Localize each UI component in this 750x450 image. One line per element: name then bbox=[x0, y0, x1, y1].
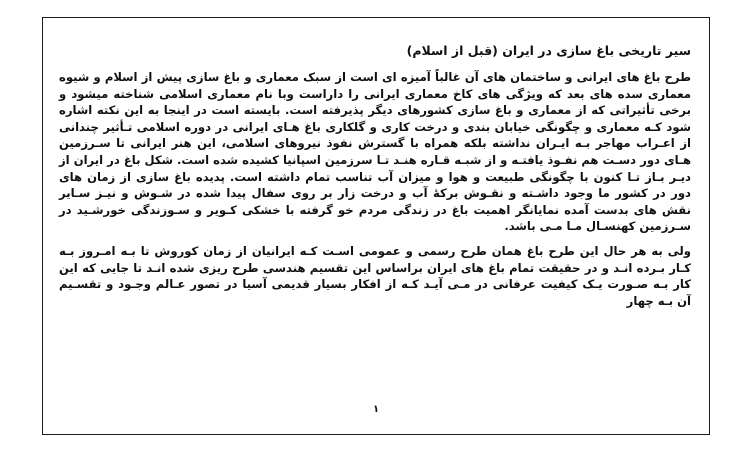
document-page bbox=[42, 17, 710, 435]
document-body bbox=[59, 42, 691, 309]
page-number: ۱ bbox=[372, 404, 380, 415]
paragraph-1: طرح باغ های ایرانی و ساختمان های آن غالباً آمیزه ای است از سبک معماری و باغ سازی پیش از اسلام و شیوه معماری سده های بعد که ویژگی های کاخ معماری ایرانی را داراست وبا نام معماری اسلامی شناخته میشود و برخی تأثیراتی که از معماری و باغ سازی کشورهای دیگر پذیرفته است. بایسته است در اینجا به این نکته اشاره شود کـه معماری و چگونگی خیابان بندی و درخت کاری و گلکاری باغ هـای ایرانی در دوره اسلامی تـأثیر چندانی از اعـراب مهاجر بـه ایـران نداشته بلکه همراه با گسترش نفوذ نیروهای اسلامی، این هنر ایرانی تا سـرزمین هـای دور دسـت هم نفـوذ یافتـه و از شبـه قـاره هنـد تـا سرزمین اسپانیا کشیده شده است. شکل باغ در ایران از دیـر بـاز تـا کنون با چگونگی طبیعت و هوا و میزان آب تناسب تمام داشته است. پدیده باغ سازی از زمان های دور در کشور ما وجود داشـته و نقـوش برکهٔ آب و درخت زار بر روی سفال پیدا شده در شـوش و نیـز سـایر نقش های بدست آمده نمایانگر اهمیت باغ در زندگی مردم خو گرفته با خشکی کـویر و سـوزندگی خورشـید در سـرزمین کهنسـال مـا مـی باشد. bbox=[59, 70, 691, 234]
paragraph-2: ولی به هر حال این طرح باغ همان طرح رسمی و عمومی اسـت کـه ایرانیان از زمان کوروش تا بـه امـروز بـه کـار بـرده انـد و در حقیقت تمام باغ های ایران براساس این تقسیم هندسی طرح ریزی شده انـد تا جایی که این کار بـه صـورت یـک کیفیت عرفانی در مـی آیـد کـه از افکار بسیار قدیمی آسیا در تصور عـالم وجـود و تقسـیم آن بـه چهار bbox=[59, 243, 691, 308]
document-title: سیر تاریخی باغ سازی در ایران (قبل از اسلام) bbox=[406, 43, 691, 58]
